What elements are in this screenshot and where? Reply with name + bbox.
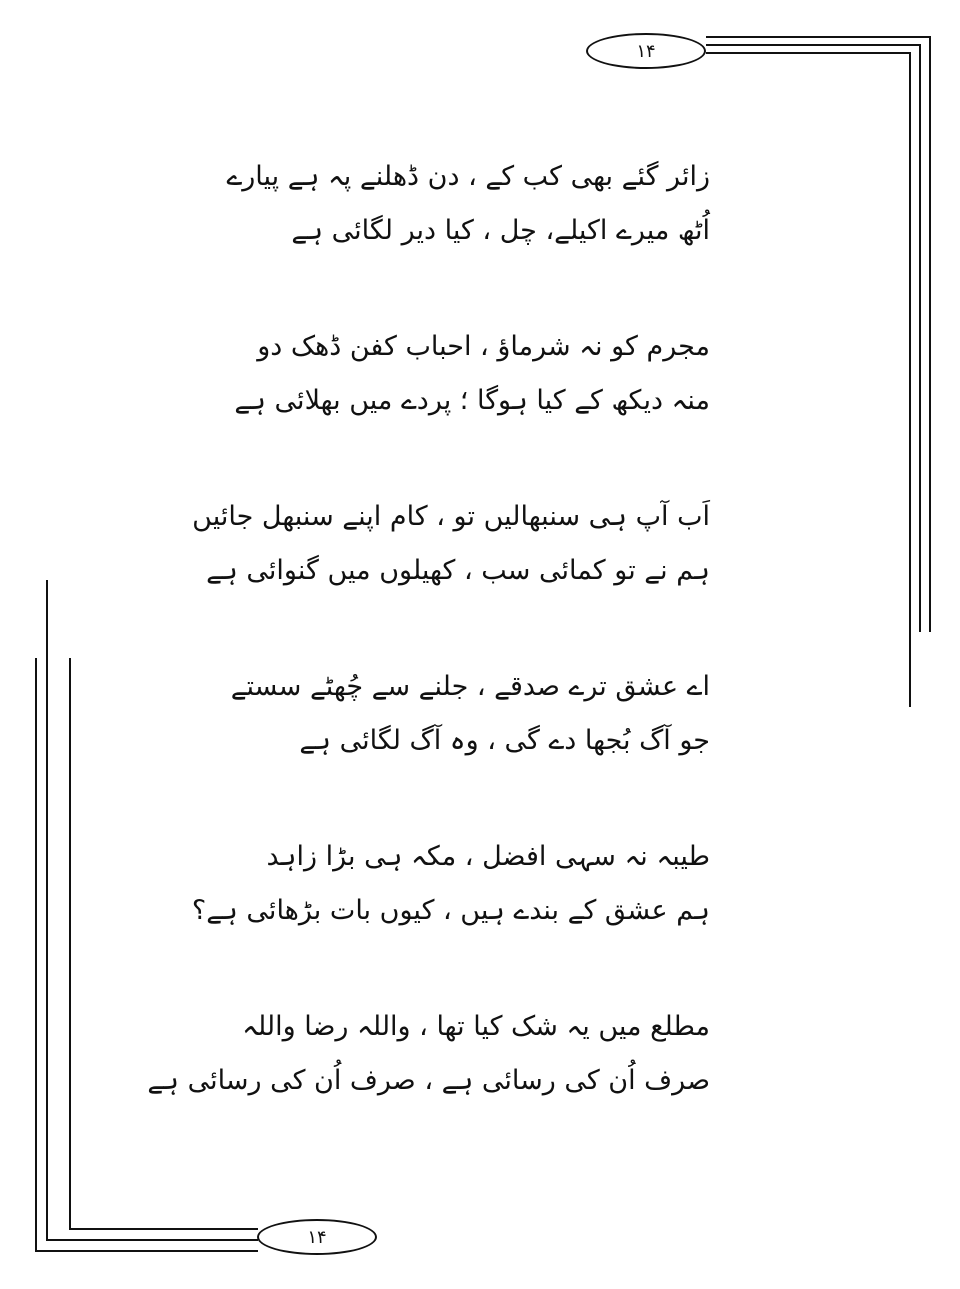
page-number-bottom <box>257 1219 377 1255</box>
verse-line: جو آگ بُجھا دے گی ، وہ آگ لگائی ہے <box>299 725 710 756</box>
verse-line: منہ دیکھ کے کیا ہوگا ؛ پردے میں بھلائی ہے <box>234 385 710 416</box>
page-number-top <box>586 33 706 69</box>
page-number-bottom-text: ۱۴ <box>307 1226 327 1248</box>
verse-line: اے عشق ترے صدقے ، جلنے سے چُھٹے سستے <box>230 671 710 702</box>
border-line-middle-top <box>706 45 920 632</box>
poem-body <box>147 150 710 1108</box>
stanza <box>226 150 710 258</box>
verse-line: مطلع میں یہ شک کیا تھا ، واللہ رضا واللہ <box>242 1011 710 1042</box>
stanza <box>147 1000 710 1108</box>
stanza <box>192 490 710 598</box>
page-number-top-text: ۱۴ <box>636 40 656 62</box>
verse-line: مجرم کو نہ شرماؤ ، احباب کفن ڈھک دو <box>257 331 710 362</box>
stanza <box>230 660 710 768</box>
border-line-outer-top <box>706 37 930 632</box>
verse-line: اَب آپ ہی سنبھالیں تو ، کام اپنے سنبھل جائیں <box>192 501 710 532</box>
stanza <box>234 320 710 428</box>
stanza <box>191 830 710 938</box>
verse-line: اُٹھ میرے اکیلے، چل ، کیا دیر لگائی ہے <box>291 215 710 246</box>
verse-line: طیبہ نہ سہی افضل ، مکہ ہی بڑا زاہد <box>266 841 710 872</box>
verse-line: ہم عشق کے بندے ہیں ، کیوں بات بڑھائی ہے؟ <box>191 895 710 926</box>
border-line-inner-bottom <box>70 658 258 1229</box>
verse-line: ہم نے تو کمائی سب ، کھیلوں میں گنوائی ہے <box>206 555 710 586</box>
verse-line: زائر گئے بھی کب کے ، دن ڈھلنے پہ ہے پیارے <box>226 161 710 192</box>
border-line-inner-top <box>706 53 910 707</box>
verse-line: صرف اُن کی رسائی ہے ، صرف اُن کی رسائی ہے <box>147 1065 710 1096</box>
